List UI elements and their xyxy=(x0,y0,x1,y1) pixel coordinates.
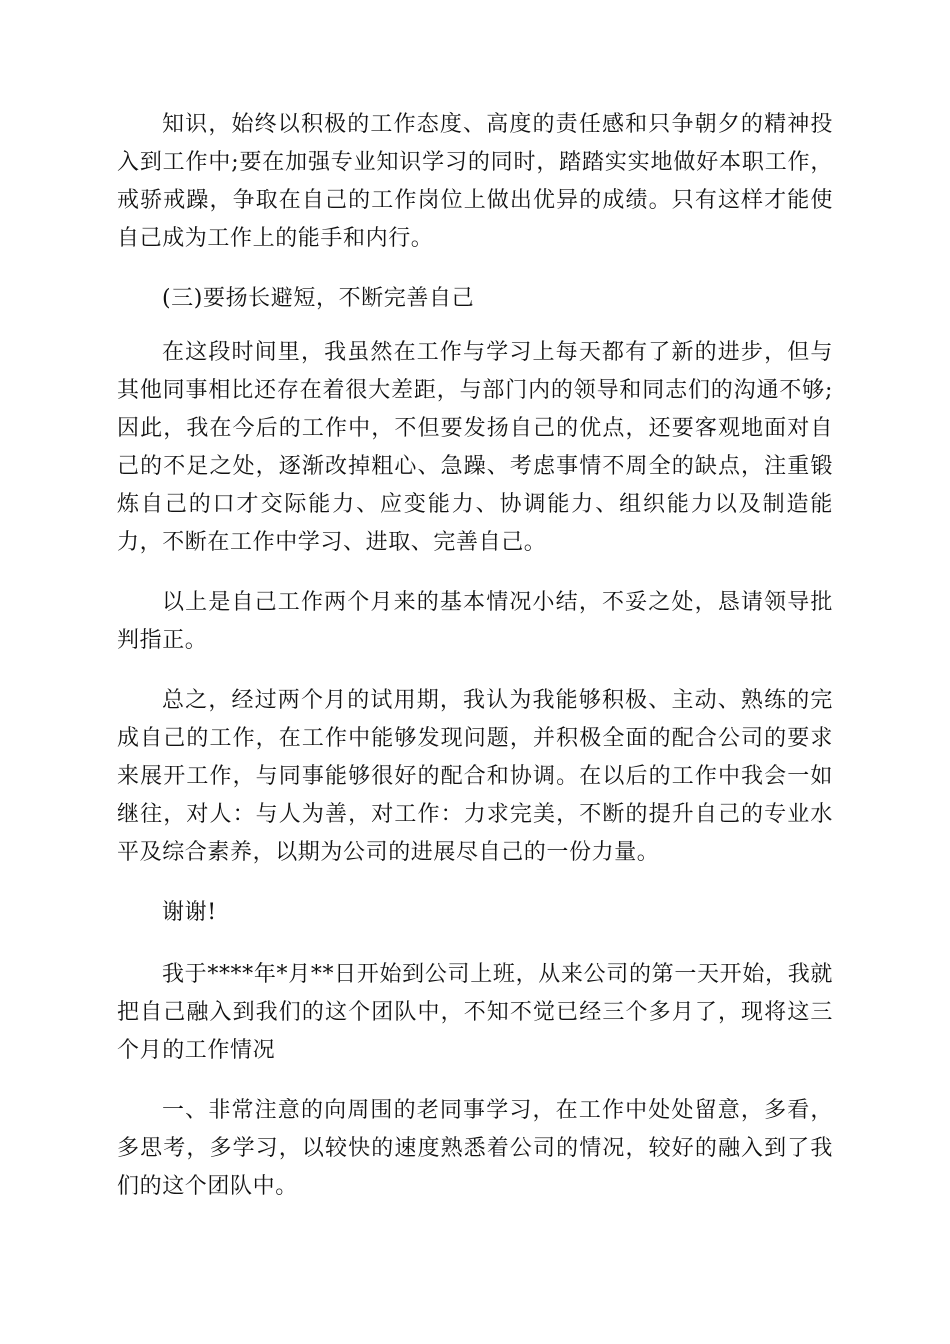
paragraph-start-work: 我于****年*月**日开始到公司上班，从来公司的第一天开始，我就把自己融入到我们的这个团队中，不知不觉已经三个多月了，现将这三个月的工作情况 xyxy=(117,962,833,1063)
paragraph-point-one: 一、非常注意的向周围的老同事学习，在工作中处处留意，多看，多思考，多学习，以较快的速度熟悉着公司的情况，较好的融入到了我们的这个团队中。 xyxy=(117,1098,833,1199)
paragraph-knowledge: 知识，始终以积极的工作态度、高度的责任感和只争朝夕的精神投入到工作中;要在加强专业知识学习的同时，踏踏实实地做好本职工作，戒骄戒躁，争取在自己的工作岗位上做出优异的成绩。只有这样才能使自己成为工作上的能手和内行。 xyxy=(117,112,833,251)
document-body xyxy=(117,106,833,1228)
paragraph-thanks: 谢谢! xyxy=(162,900,217,925)
paragraph-conclusion: 总之，经过两个月的试用期，我认为我能够积极、主动、熟练的完成自己的工作，在工作中能够发现问题，并积极全面的配合公司的要求来展开工作，与同事能够很好的配合和协调。在以后的工作中我会一如继往，对人：与人为善，对工作：力求完美，不断的提升自己的专业水平及综合素养，以期为公司的进展尽自己的一份力量。 xyxy=(117,688,833,865)
paragraph-summary-note: 以上是自己工作两个月来的基本情况小结，不妥之处，恳请领导批判指正。 xyxy=(117,590,833,653)
paragraph-improvement: 在这段时间里，我虽然在工作与学习上每天都有了新的进步，但与其他同事相比还存在着很大差距，与部门内的领导和同志们的沟通不够;因此，我在今后的工作中，不但要发扬自己的优点，还要客观地面对自己的不足之处，逐渐改掉粗心、急躁、考虑事情不周全的缺点，注重锻炼自己的口才交际能力、应变能力、协调能力、组织能力以及制造能力，不断在工作中学习、进取、完善自己。 xyxy=(117,340,833,555)
section-heading-3: (三)要扬长避短，不断完善自己 xyxy=(162,286,475,311)
